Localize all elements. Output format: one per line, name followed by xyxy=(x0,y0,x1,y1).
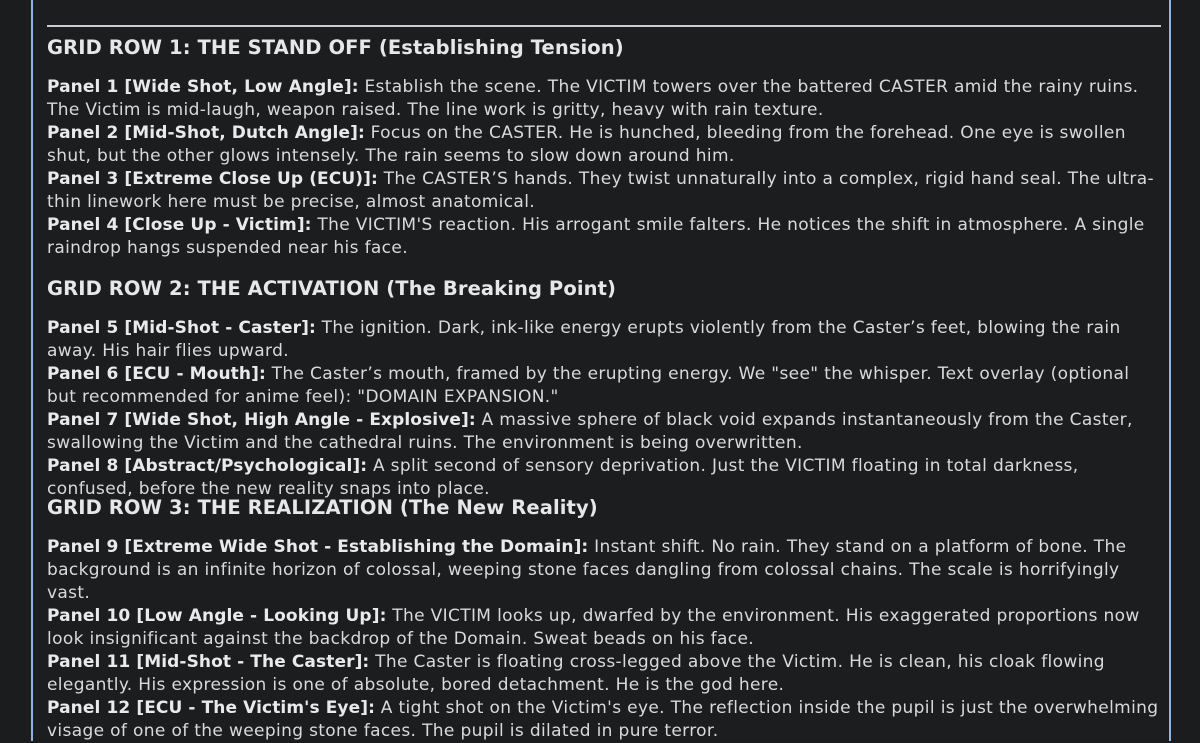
panel-description xyxy=(47,317,1161,363)
panel-label: Panel 10 [Low Angle - Looking Up]: xyxy=(47,606,387,626)
panel-text: Establish the scene. The VICTIM towers over the battered CASTER amid the rainy ruins. The Victim is mid-laugh, weapon raised. The line work is gritty, heavy with rain texture. xyxy=(47,77,1139,120)
section-heading: GRID ROW 1: THE STAND OFF (Establishing Tension) xyxy=(47,36,624,59)
panel-description xyxy=(47,76,1161,122)
section-grid-row-2 xyxy=(47,277,1161,501)
panel-label: Panel 5 [Mid-Shot - Caster]: xyxy=(47,318,316,338)
panel-label: Panel 2 [Mid-Shot, Dutch Angle]: xyxy=(47,123,365,143)
panel-description xyxy=(47,409,1161,455)
horizontal-rule xyxy=(47,25,1161,27)
panel-text: Instant shift. No rain. They stand on a platform of bone. The background is an infinite horizon of colossal, weeping stone faces dangling from colossal chains. The scale is horrifyingly vast. xyxy=(47,537,1127,603)
section-heading: GRID ROW 2: THE ACTIVATION (The Breaking Point) xyxy=(47,277,617,300)
panel-text: The ignition. Dark, ink-like energy erupts violently from the Caster’s feet, blowing the rain away. His hair flies upward. xyxy=(47,318,1121,361)
section-grid-row-3 xyxy=(47,496,1161,743)
panel-label: Panel 9 [Extreme Wide Shot - Establishing the Domain]: xyxy=(47,537,589,557)
panel-description xyxy=(47,363,1161,409)
section-heading: GRID ROW 3: THE REALIZATION (The New Reality) xyxy=(47,496,598,519)
panel-description xyxy=(47,536,1161,605)
panel-description xyxy=(47,168,1161,214)
panel-label: Panel 12 [ECU - The Victim's Eye]: xyxy=(47,698,375,718)
panel-text: The Caster is floating cross-legged above the Victim. He is clean, his cloak flowing elegantly. His expression is one of absolute, bored detachment. He is the god here. xyxy=(47,652,1105,695)
panel-label: Panel 1 [Wide Shot, Low Angle]: xyxy=(47,77,359,97)
panel-label: Panel 4 [Close Up - Victim]: xyxy=(47,215,312,235)
panel-text: Focus on the CASTER. He is hunched, bleeding from the forehead. One eye is swollen shut, but the other glows intensely. The rain seems to slow down around him. xyxy=(47,123,1126,166)
panel-text: A tight shot on the Victim's eye. The reflection inside the pupil is just the overwhelming visage of one of the weeping stone faces. The pupil is dilated in pure terror. xyxy=(47,698,1159,741)
panel-description xyxy=(47,455,1161,501)
panel-text: The Caster’s mouth, framed by the erupting energy. We "see" the whisper. Text overlay (optional but recommended for anime feel): "DOMAIN EXPANSION." xyxy=(47,364,1130,407)
panel-label: Panel 11 [Mid-Shot - The Caster]: xyxy=(47,652,370,672)
panel-description xyxy=(47,122,1161,168)
panel-label: Panel 3 [Extreme Close Up (ECU)]: xyxy=(47,169,378,189)
panel-description xyxy=(47,651,1161,697)
panel-label: Panel 8 [Abstract/Psychological]: xyxy=(47,456,368,476)
panel-text: The VICTIM looks up, dwarfed by the environment. His exaggerated proportions now look insignificant against the backdrop of the Domain. Sweat beads on his face. xyxy=(47,606,1140,649)
panel-label: Panel 7 [Wide Shot, High Angle - Explosive]: xyxy=(47,410,476,430)
panel-description xyxy=(47,214,1161,260)
section-grid-row-1 xyxy=(47,36,1161,260)
panel-text: A split second of sensory deprivation. Just the VICTIM floating in total darkness, confused, before the new reality snaps into place. xyxy=(47,456,1079,499)
panel-description xyxy=(47,697,1161,743)
panel-text: The VICTIM'S reaction. His arrogant smile falters. He notices the shift in atmosphere. A single raindrop hangs suspended near his face. xyxy=(47,215,1145,258)
panel-text: The CASTER’S hands. They twist unnaturally into a complex, rigid hand seal. The ultra-thin linework here must be precise, almost anatomical. xyxy=(47,169,1155,212)
panel-description xyxy=(47,605,1161,651)
panel-label: Panel 6 [ECU - Mouth]: xyxy=(47,364,266,384)
message-frame xyxy=(31,0,1171,741)
panel-text: A massive sphere of black void expands instantaneously from the Caster, swallowing the Victim and the cathedral ruins. The environment is being overwritten. xyxy=(47,410,1133,453)
